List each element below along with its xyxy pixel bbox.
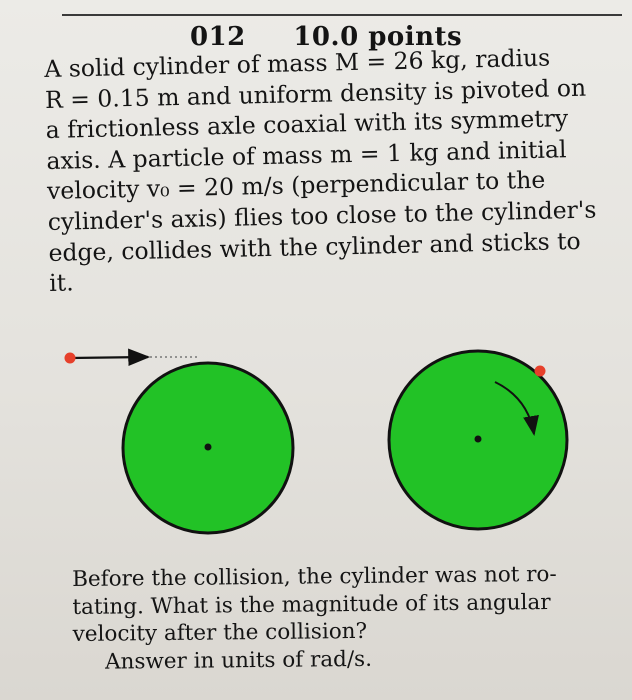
collision-figure [0,330,632,560]
after-collision-diagram [389,351,567,529]
question-text [72,560,603,676]
before-collision-diagram [65,353,294,534]
velocity-arrow [70,357,148,358]
problem-line: edge, collides with the cylinder and sticks to [48,226,581,267]
top-rule [62,14,622,16]
points-label: 10.0 points [293,22,463,52]
question-number: 012 [190,22,246,52]
question-line: Before the collision, the cylinder was not ro- [72,561,557,592]
problem-line: a frictionless axle coaxial with its symmetry [45,104,569,145]
problem-line: velocity v₀ = 20 m/s (perpendicular to the [46,166,546,206]
problem-line: R = 0.15 m and uniform density is pivoted on [44,73,587,114]
answer-units: Answer in units of rad/s. [104,646,373,675]
incoming-particle [65,353,76,364]
cylinder-axle-before [205,444,212,451]
problem-line: A solid cylinder of mass M = 26 kg, radius [44,43,551,83]
problem-line: it. [48,268,74,298]
question-line: tating. What is the magnitude of its angular [72,589,551,620]
question-line: velocity after the collision? [72,618,368,647]
cylinder-axle-after [475,436,482,443]
problem-statement [44,42,597,299]
stuck-particle [535,366,546,377]
problem-line: cylinder's axis) flies too close to the cylinder's [47,195,597,236]
problem-line: axis. A particle of mass m = 1 kg and initial [46,134,567,175]
